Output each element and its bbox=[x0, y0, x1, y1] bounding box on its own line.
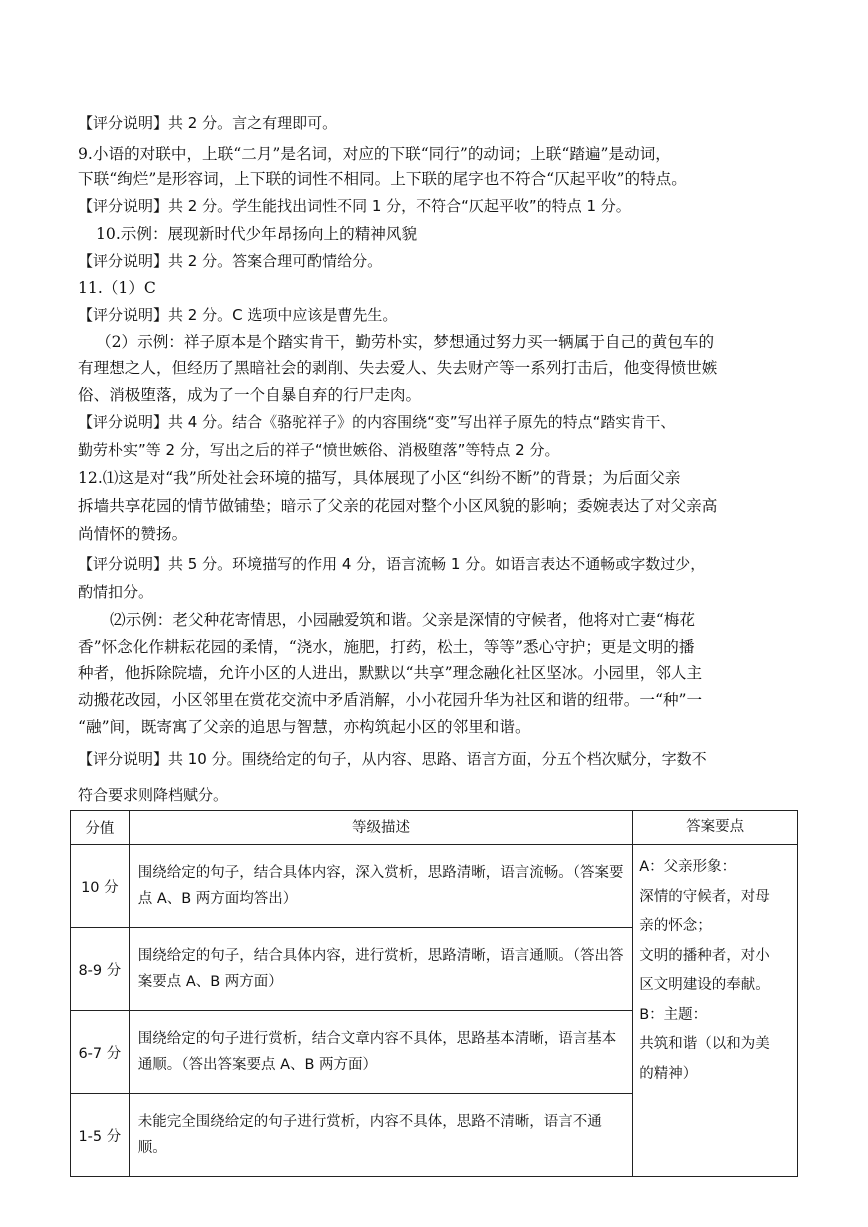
key-point-line: 深情的守候者，对母 bbox=[639, 888, 770, 905]
key-point-line: 区文明建设的奉献。 bbox=[639, 977, 770, 993]
answer-q12-1-line2: 拆墙共享花园的情节做铺垫；暗示了父亲的花园对整个小区风貌的影响；委婉表达了对父亲高 bbox=[78, 497, 718, 515]
answer-q12-2-line2: 香”怀念化作耕耘花园的柔情，“浇水，施肥，打药，松土，等等”悉心守护；更是文明的播 bbox=[78, 638, 695, 656]
answer-q11-1: 11.（1）C bbox=[78, 279, 156, 297]
answer-q11-2-line1: （2）示例：祥子原本是个踏实肯干，勤劳朴实，梦想通过努力买一辆属于自己的黄包车的 bbox=[96, 333, 715, 351]
row-score: 6-7 分 bbox=[71, 1011, 130, 1094]
scoring-note-q12-1-line1: 【评分说明】共 5 分。环境描写的作用 4 分，语言流畅 1 分。如语言表达不通畅或字数过少， bbox=[78, 555, 706, 573]
answer-q12-1-line1: 12.⑴这是对“我”所处社会环境的描写，具体展现了小区“纠纷不断”的背景；为后面父亲 bbox=[78, 469, 681, 487]
answer-q12-1-line3: 尚情怀的赞扬。 bbox=[78, 525, 188, 543]
scoring-note-q8: 【评分说明】共 2 分。言之有理即可。 bbox=[78, 114, 338, 132]
answer-q11-2-line3: 俗、消极堕落，成为了一个自暴自弃的行尸走肉。 bbox=[78, 386, 422, 404]
scoring-note-q11-2-line2: 勤劳朴实”等 2 分，写出之后的祥子“愤世嫉俗、消极堕落”等特点 2 分。 bbox=[78, 441, 560, 459]
answer-q12-2-line5: “融”间，既寄寓了父亲的追思与智慧，亦构筑起小区的邻里和谐。 bbox=[78, 718, 531, 736]
header-description: 等级描述 bbox=[129, 811, 633, 845]
row-description: 围绕给定的句子，结合具体内容，进行赏析，思路清晰，语言通顺。（答出答案要点 A、B 两方面） bbox=[129, 928, 633, 1011]
key-point-line: B：主题： bbox=[639, 1006, 708, 1023]
answer-q12-2-line3: 种者，他拆除院墙，允许小区的人进出，默默以“共享”理念融化社区坚冰。小园里，邻人主 bbox=[78, 664, 703, 682]
table-row bbox=[71, 845, 798, 928]
key-point-line: A：父亲形象： bbox=[639, 859, 737, 875]
answer-q11-2-line2: 有理想之人，但经历了黑暗社会的剥削、失去爱人、失去财产等一系列打击后，他变得愤世嫉 bbox=[78, 359, 718, 377]
header-score: 分值 bbox=[71, 811, 130, 845]
row-description: 未能完全围绕给定的句子进行赏析，内容不具体，思路不清晰，语言不通顺。 bbox=[129, 1094, 633, 1177]
row-description: 围绕给定的句子进行赏析，结合文章内容不具体，思路基本清晰，语言基本通顺。（答出答案要点 A、B 两方面） bbox=[129, 1011, 633, 1094]
key-point-line: 共筑和谐（以和为美 bbox=[639, 1036, 770, 1052]
key-point-line: 亲的怀念； bbox=[639, 918, 712, 934]
answer-q12-2-line1: ⑵示例：老父种花寄情思，小园融爱筑和谐。父亲是深情的守候者，他将对亡妻“梅花 bbox=[110, 611, 695, 629]
row-score: 8-9 分 bbox=[71, 928, 130, 1011]
scoring-note-q12-2-line1: 【评分说明】共 10 分。围绕给定的句子，从内容、思路、语言方面，分五个档次赋分，字数不 bbox=[78, 750, 707, 768]
table-header-row bbox=[71, 811, 798, 845]
key-points-cell bbox=[633, 845, 798, 1177]
scoring-note-q9: 【评分说明】共 2 分。学生能找出词性不同 1 分，不符合“仄起平收”的特点 1 分。 bbox=[78, 197, 631, 215]
scoring-note-q10: 【评分说明】共 2 分。答案合理可酌情给分。 bbox=[78, 252, 383, 270]
row-description: 围绕给定的句子，结合具体内容，深入赏析，思路清晰，语言流畅。（答案要点 A、B 两方面均答出） bbox=[129, 845, 633, 928]
key-point-line: 的精神） bbox=[639, 1065, 698, 1082]
scoring-note-q12-2-line2: 符合要求则降档赋分。 bbox=[78, 786, 229, 804]
scoring-note-q11-2-line1: 【评分说明】共 4 分。结合《骆驼祥子》的内容围绕“变”写出祥子原先的特点“踏实肯干、 bbox=[78, 413, 676, 431]
key-point-line: 文明的播种者，对小 bbox=[639, 947, 770, 964]
answer-q10: 10.示例：展现新时代少年昂扬向上的精神风貌 bbox=[96, 225, 418, 243]
answer-q12-2-line4: 动搬花改园，小区邻里在赏花交流中矛盾消解，小小花园升华为社区和谐的纽带。一“种”一 bbox=[78, 691, 703, 709]
header-key-points: 答案要点 bbox=[633, 811, 798, 845]
scoring-rubric-table bbox=[70, 810, 798, 1177]
row-score: 10 分 bbox=[71, 845, 130, 928]
scoring-note-q11-1: 【评分说明】共 2 分。C 选项中应该是曹先生。 bbox=[78, 306, 398, 324]
answer-q9-line2: 下联“绚烂”是形容词，上下联的词性不相同。上下联的尾字也不符合“仄起平收”的特点。 bbox=[78, 170, 687, 188]
row-score: 1-5 分 bbox=[71, 1094, 130, 1177]
scoring-note-q12-1-line2: 酌情扣分。 bbox=[78, 583, 154, 601]
answer-q9-line1: 9.小语的对联中，上联“二月”是名词，对应的下联“同行”的动词；上联“踏遍”是动词， bbox=[78, 145, 671, 163]
